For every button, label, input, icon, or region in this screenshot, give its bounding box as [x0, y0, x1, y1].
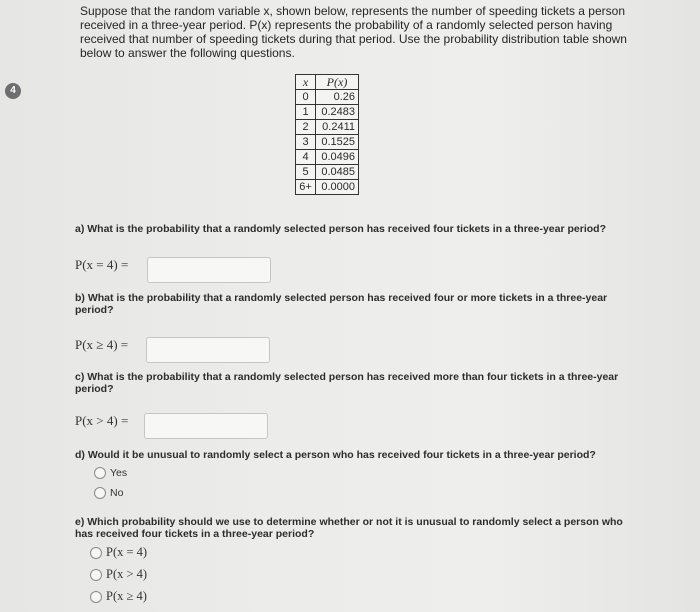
question-b-text: b) What is the probability that a randomly selected person has received four or more tickets in a three-year period? — [75, 292, 608, 316]
question-d-text: d) Would it be unusual to randomly select a person who has received four tickets in a three-year period? — [75, 449, 596, 461]
cell-px: 0.2411 — [316, 120, 359, 135]
option-label: No — [110, 487, 124, 499]
question-number-badge: 4 — [5, 83, 21, 99]
question-b-expression: P(x ≥ 4) = — [75, 337, 129, 352]
probability-distribution-table — [295, 74, 359, 195]
cell-x: 0 — [296, 90, 316, 105]
answer-a-input[interactable] — [147, 257, 271, 283]
header-px: P(x) — [316, 75, 359, 90]
table-row — [296, 135, 359, 150]
table-row — [296, 90, 359, 105]
radio-icon[interactable] — [94, 467, 106, 479]
option-p-greater-equal-4[interactable] — [90, 589, 147, 604]
option-p-equal-4[interactable] — [90, 545, 147, 560]
cell-px: 0.1525 — [316, 135, 359, 150]
table-row — [296, 120, 359, 135]
cell-px: 0.0485 — [316, 165, 359, 180]
question-c-text: c) What is the probability that a randomly selected person has received more than four tickets in a three-year period? — [75, 371, 619, 395]
cell-px: 0.0496 — [316, 150, 359, 165]
cell-x: 6+ — [296, 180, 316, 195]
cell-x: 3 — [296, 135, 316, 150]
option-label: P(x > 4) — [106, 567, 148, 581]
radio-icon[interactable] — [90, 547, 102, 559]
answer-b-input[interactable] — [146, 337, 270, 363]
option-yes[interactable] — [94, 467, 127, 479]
table-row — [296, 150, 359, 165]
cell-x: 1 — [296, 105, 316, 120]
header-x: x — [296, 75, 316, 90]
radio-icon[interactable] — [90, 591, 102, 603]
cell-x: 4 — [296, 150, 316, 165]
cell-x: 2 — [296, 120, 316, 135]
question-c-expression: P(x > 4) = — [75, 413, 129, 428]
table-row — [296, 105, 359, 120]
radio-icon[interactable] — [94, 487, 106, 499]
radio-icon[interactable] — [90, 569, 102, 581]
table-row — [296, 165, 359, 180]
option-label: P(x = 4) — [106, 545, 148, 559]
cell-x: 5 — [296, 165, 316, 180]
cell-px: 0.2483 — [316, 105, 359, 120]
problem-intro: Suppose that the random variable x, shown below, represents the number of speeding tickets a person received in a three-year period. P(x) represents the probability of a randomly selected person having received that number of speeding tickets during that period. Use the probability distribution table shown below to answer the following questions. — [80, 4, 627, 60]
table-header-row — [296, 75, 359, 90]
option-label: Yes — [110, 467, 128, 479]
cell-px: 0.26 — [316, 90, 359, 105]
answer-c-input[interactable] — [144, 413, 268, 439]
question-a-expression: P(x = 4) = — [75, 257, 129, 272]
question-e-text: e) Which probability should we use to determine whether or not it is unusual to randomly select a person who has received four tickets in a three-year period? — [75, 516, 623, 540]
question-a-text: a) What is the probability that a randomly selected person has received four tickets in a three-year period? — [75, 223, 606, 235]
option-no[interactable] — [94, 487, 123, 499]
cell-px: 0.0000 — [316, 180, 359, 195]
option-p-greater-4[interactable] — [90, 567, 147, 582]
table-row — [296, 180, 359, 195]
option-label: P(x ≥ 4) — [106, 589, 147, 603]
